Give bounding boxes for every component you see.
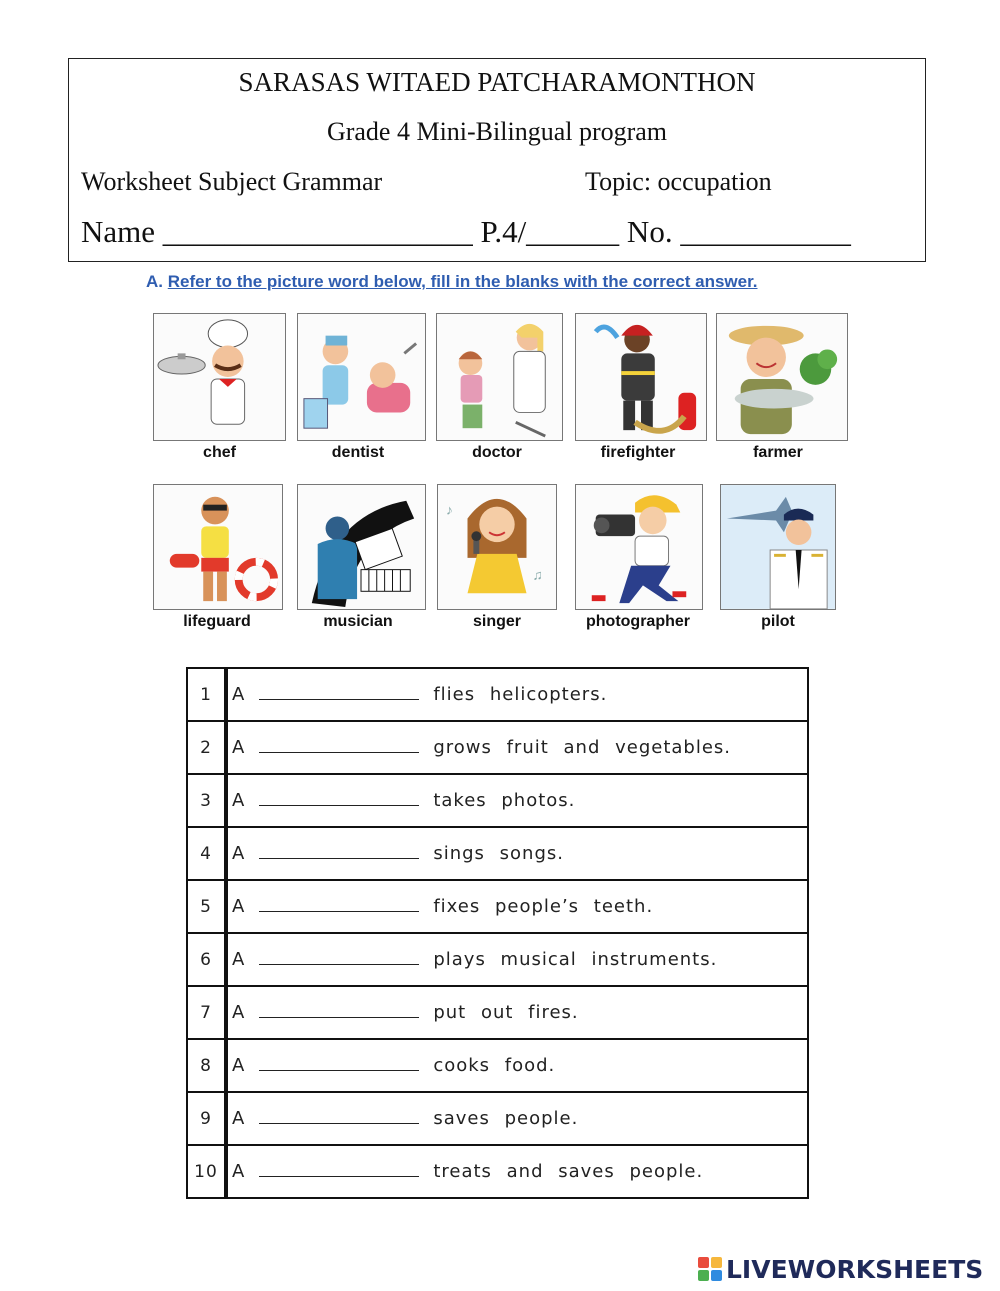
- question-number: 6: [187, 933, 226, 986]
- question-article: A: [232, 790, 246, 811]
- table-row: [187, 668, 808, 721]
- question-number: 2: [187, 721, 226, 774]
- table-row: [187, 986, 808, 1039]
- answer-blank[interactable]: [259, 1003, 419, 1018]
- chef-icon: [153, 313, 286, 441]
- question-number: 8: [187, 1039, 226, 1092]
- caption-farmer: farmer: [753, 444, 803, 461]
- lifeguard-icon: [153, 484, 283, 610]
- header-box: [68, 58, 926, 262]
- instruction-prefix: A.: [146, 272, 163, 291]
- table-row: [187, 774, 808, 827]
- answer-blank[interactable]: [259, 1056, 419, 1071]
- caption-pilot: pilot: [761, 613, 795, 630]
- caption-musician: musician: [323, 613, 393, 630]
- question-text: plays musical instruments.: [433, 949, 718, 970]
- answer-blank[interactable]: [259, 1162, 419, 1177]
- table-row: [187, 1092, 808, 1145]
- question-article: A: [232, 737, 246, 758]
- question-text: saves people.: [433, 1108, 579, 1129]
- caption-lifeguard: lifeguard: [183, 613, 251, 630]
- question-text: flies helicopters.: [433, 684, 608, 705]
- subject-label: Worksheet Subject Grammar: [81, 167, 383, 196]
- question-number: 3: [187, 774, 226, 827]
- question-sentence: [226, 827, 808, 880]
- svg-text:♫: ♫: [532, 567, 543, 583]
- dentist-icon: [297, 313, 426, 441]
- answer-blank[interactable]: [259, 1109, 419, 1124]
- caption-photographer: photographer: [586, 613, 690, 630]
- table-row: [187, 1145, 808, 1198]
- caption-firefighter: firefighter: [600, 444, 676, 461]
- table-row: [187, 1039, 808, 1092]
- question-text: sings songs.: [433, 843, 564, 864]
- answer-blank[interactable]: [259, 897, 419, 912]
- question-article: A: [232, 1161, 246, 1182]
- question-number: 10: [187, 1145, 226, 1198]
- question-sentence: [226, 721, 808, 774]
- caption-dentist: dentist: [331, 444, 385, 461]
- question-sentence: [226, 986, 808, 1039]
- question-sentence: [226, 668, 808, 721]
- name-line: Name ____________________ P.4/______ No. ___________: [81, 214, 851, 249]
- school-name: SARASAS WITAED PATCHARAMONTHON: [238, 67, 756, 97]
- question-article: A: [232, 1108, 246, 1129]
- question-table: [186, 667, 809, 1199]
- table-row: [187, 827, 808, 880]
- instruction-text: Refer to the picture word below, fill in the blanks with the correct answer.: [167, 272, 758, 291]
- photographer-icon: [575, 484, 703, 610]
- table-row: [187, 933, 808, 986]
- question-number: 4: [187, 827, 226, 880]
- question-sentence: [226, 880, 808, 933]
- question-text: fixes people’s teeth.: [433, 896, 654, 917]
- doctor-icon: [436, 313, 563, 441]
- answer-blank[interactable]: [259, 791, 419, 806]
- instruction: [146, 272, 758, 292]
- program-title: Grade 4 Mini-Bilingual program: [326, 117, 668, 146]
- question-text: grows fruit and vegetables.: [433, 737, 732, 758]
- caption-chef: chef: [203, 444, 236, 461]
- answer-blank[interactable]: [259, 950, 419, 965]
- question-article: A: [232, 1002, 246, 1023]
- question-article: A: [232, 843, 246, 864]
- singer-icon: [437, 484, 557, 610]
- question-sentence: [226, 1145, 808, 1198]
- firefighter-icon: [575, 313, 707, 441]
- question-article: A: [232, 949, 246, 970]
- question-number: 9: [187, 1092, 226, 1145]
- question-text: treats and saves people.: [433, 1161, 704, 1182]
- question-sentence: [226, 933, 808, 986]
- question-text: cooks food.: [433, 1055, 556, 1076]
- question-text: put out fires.: [433, 1002, 579, 1023]
- topic-label: Topic: occupation: [585, 167, 772, 196]
- liveworksheets-logo-icon: [698, 1257, 722, 1281]
- brand-name: LIVEWORKSHEETS: [726, 1254, 984, 1284]
- svg-text:♪: ♪: [445, 502, 453, 518]
- musician-icon: [297, 484, 426, 610]
- answer-blank[interactable]: [259, 685, 419, 700]
- question-article: A: [232, 896, 246, 917]
- question-number: 5: [187, 880, 226, 933]
- question-number: 1: [187, 668, 226, 721]
- caption-singer: singer: [472, 613, 521, 630]
- question-article: A: [232, 1055, 246, 1076]
- question-sentence: [226, 774, 808, 827]
- caption-doctor: doctor: [472, 444, 522, 461]
- answer-blank[interactable]: [259, 844, 419, 859]
- answer-blank[interactable]: [259, 738, 419, 753]
- liveworksheets-logo[interactable]: [698, 1254, 983, 1284]
- table-row: [187, 721, 808, 774]
- question-article: A: [232, 684, 246, 705]
- question-number: 7: [187, 986, 226, 1039]
- question-sentence: [226, 1092, 808, 1145]
- table-row: [187, 880, 808, 933]
- farmer-icon: [716, 313, 848, 441]
- question-text: takes photos.: [433, 790, 576, 811]
- question-sentence: [226, 1039, 808, 1092]
- pilot-icon: [720, 484, 836, 610]
